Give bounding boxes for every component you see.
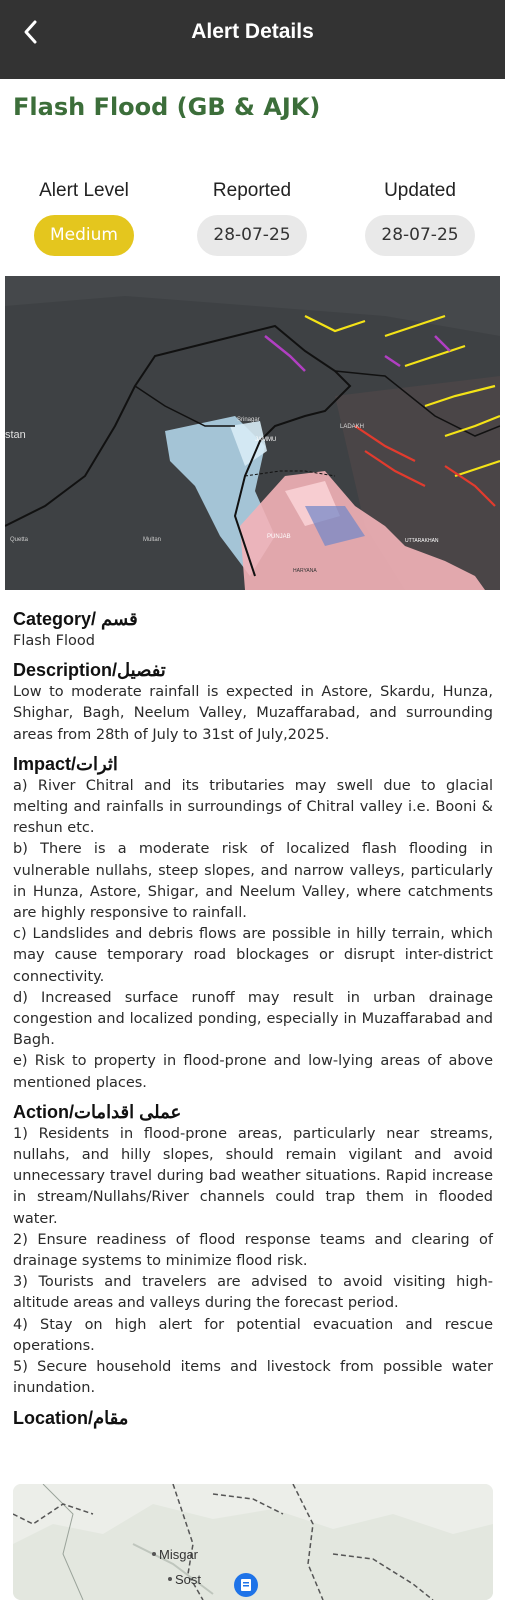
alert-level-badge: Medium [34,215,134,256]
description-text: Low to moderate rainfall is expected in Astore, Skardu, Hunza, Shighar, Bagh, Neelum Valley, Muzaffarabad, and surrounding areas from 28th of July to 31st of July,2025. [13,684,493,743]
impact-item-a: a) River Chitral and its tributaries may swell due to glacial melting and rainfalls in surroundings of Chitral valley i.e. Booni & reshun etc. [13,777,493,837]
updated-date-badge: 28-07-25 [365,215,474,256]
action-item-3: 3) Tourists and travelers are advised to avoid visiting high-altitude areas and valleys during the forecast period. [13,1274,493,1312]
page-title: Alert Details [191,20,314,43]
description-heading: Description/تفصیل [13,660,166,681]
top-app-bar [0,0,505,79]
map-label-stan: stan [5,429,26,441]
map-place-sost: Sost [175,1572,202,1587]
map-label-punjab: PUNJAB [267,534,291,540]
location-map[interactable] [13,1484,493,1600]
reported-column [168,180,336,256]
impact-item-d: d) Increased surface runoff may result in urban drainage congestion and localized ponding, especially in Muzaffarabad and Bagh. [13,989,493,1049]
impact-item-c: c) Landslides and debris flows are possible in hilly terrain, which may cause temporary road blockages or disrupt inter-district connectivity. [13,926,493,985]
category-section [13,607,493,652]
alert-info-row [0,180,505,260]
action-section [13,1100,493,1400]
category-heading: Category/ قسم [13,609,138,629]
alert-level-column [0,180,168,256]
map-label-uttarakhand: UTTARAKHAN [405,538,439,544]
impact-section [13,752,493,1094]
category-text: Flash Flood [13,633,95,649]
action-heading: Action/عملی اقدامات [13,1101,182,1122]
map-label-quetta: Quetta [10,537,29,543]
impact-heading: Impact/اثرات [13,753,118,774]
action-item-2: 2) Ensure readiness of flood response teams and clearing of drainage systems to minimize flood risk. [13,1231,493,1270]
map-label-haryana: HARYANA [293,568,317,574]
reported-date-badge: 28-07-25 [197,215,306,256]
updated-column [336,180,504,256]
map-label-srinagar: Srinagar [237,417,260,423]
map-place-misgar: Misgar [159,1547,199,1562]
alert-level-label: Alert Level [39,180,129,201]
map-marker-icon[interactable] [234,1573,258,1597]
map-label-jammu: JAMMU [255,437,277,443]
impact-item-e: e) Risk to property in flood-prone and low-lying areas of above mentioned places. [13,1053,493,1091]
weather-map-image[interactable] [5,276,500,590]
impact-item-b: b) There is a moderate risk of localized flash flooding in vulnerable nullahs, steep slopes, and narrow valleys, particularly in Hunza, Astore, Shigar, and Neelum Valley, where catchments are highly responsive to rainfall. [13,841,493,922]
alert-title: Flash Flood (GB & AJK) [13,93,321,121]
action-item-5: 5) Secure household items and livestock from possible water inundation. [13,1359,493,1397]
map-label-multan: Multan [143,537,162,543]
alert-content [13,607,493,1436]
description-section [13,658,493,746]
action-item-1: 1) Residents in flood-prone areas, particularly near streams, nullahs, and hilly slopes, should remain vigilant and avoid unnecessary travel during bad weather situations. Rapid increase in stream/Nullahs/River channels could trap them in flooded water. [13,1125,493,1227]
location-section [13,1406,493,1430]
location-heading: Location/مقام [13,1407,129,1428]
action-item-4: 4) Stay on high alert for potential evacuation and rescue operations. [13,1316,493,1354]
updated-label: Updated [384,180,456,201]
map-label-ladakh: LADAKH [340,424,365,430]
reported-label: Reported [212,180,292,201]
